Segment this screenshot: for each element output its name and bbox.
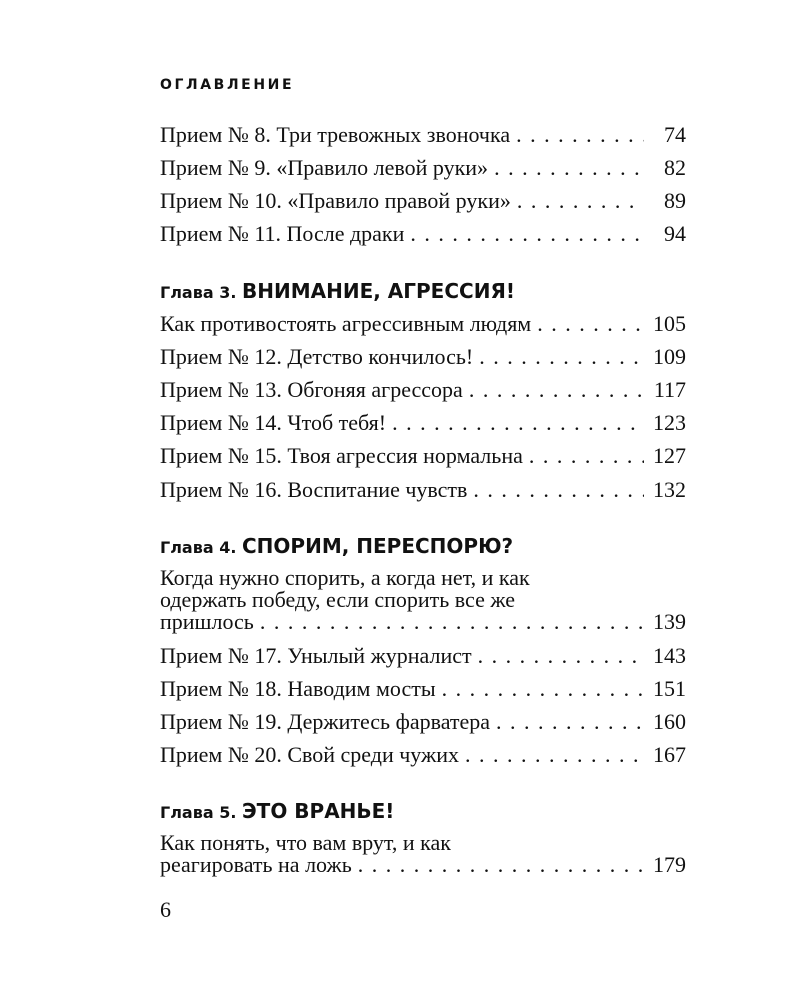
toc-entry-title: реагировать на ложь xyxy=(160,852,352,877)
toc-entry-page: 94 xyxy=(664,221,686,246)
chapter-heading xyxy=(160,279,515,303)
toc-entry-page: 105 xyxy=(653,311,686,336)
toc-entry-title: Прием № 17. Унылый журналист xyxy=(160,643,472,668)
toc-header: ОГЛАВЛЕНИЕ xyxy=(160,77,295,93)
toc-entry-title: Прием № 11. После драки xyxy=(160,221,405,246)
toc-entry-title: Прием № 16. Воспитание чувств xyxy=(160,477,468,502)
leader-dots xyxy=(260,611,644,633)
toc-entry-title-line: Когда нужно спорить, а когда нет, и как xyxy=(160,565,530,590)
toc-entry-title-line: одержать победу, если спорить все же xyxy=(160,587,516,612)
leader-dots xyxy=(392,412,644,434)
toc-entry-page: 127 xyxy=(653,443,686,468)
toc-entry-title: Как противостоять агрессивным людям xyxy=(160,311,532,336)
leader-dots xyxy=(517,190,644,212)
toc-entry-title: Прием № 14. Чтоб тебя! xyxy=(160,410,387,435)
chapter-number: Глава 4. xyxy=(160,538,237,557)
toc-entry-page: 109 xyxy=(653,344,686,369)
chapter-number: Глава 3. xyxy=(160,283,237,302)
toc-entry-title: Прием № 20. Свой среди чужих xyxy=(160,742,459,767)
leader-dots xyxy=(479,346,644,368)
toc-entry-page: 143 xyxy=(653,643,686,668)
toc-entry-title: Прием № 12. Детство кончилось! xyxy=(160,344,474,369)
toc-entry-page: 151 xyxy=(653,676,686,701)
toc-entry-page: 160 xyxy=(653,709,686,734)
leader-dots xyxy=(465,744,644,766)
leader-dots xyxy=(469,379,644,401)
toc-entry-title: Прием № 9. «Правило левой руки» xyxy=(160,155,489,180)
toc-entry-title: Прием № 8. Три тревожных звоночка xyxy=(160,122,511,147)
toc-entry-page: 82 xyxy=(664,155,686,180)
page-number: 6 xyxy=(160,897,171,922)
leader-dots xyxy=(529,445,644,467)
toc-entry-title: Прием № 19. Держитесь фарватера xyxy=(160,709,491,734)
toc-entry xyxy=(160,313,686,335)
toc-entry-page: 139 xyxy=(653,609,686,634)
toc-entry-page: 123 xyxy=(653,410,686,435)
toc-entry-title-line: Как понять, что вам врут, и как xyxy=(160,830,451,855)
toc-entry xyxy=(160,678,686,700)
toc-entry-title: Прием № 13. Обгоняя агрессора xyxy=(160,377,463,402)
chapter-title: СПОРИМ, ПЕРЕСПОРЮ? xyxy=(242,534,514,558)
leader-dots xyxy=(478,645,644,667)
toc-entry xyxy=(160,711,686,733)
chapter-number: Глава 5. xyxy=(160,803,237,822)
toc-entry xyxy=(160,190,686,212)
toc-entry xyxy=(160,223,686,245)
leader-dots xyxy=(473,479,644,501)
leader-dots xyxy=(410,223,644,245)
toc-entry-page: 89 xyxy=(664,188,686,213)
chapter-title: ВНИМАНИЕ, АГРЕССИЯ! xyxy=(242,279,515,303)
toc-entry xyxy=(160,479,686,501)
toc-page xyxy=(160,0,686,1000)
toc-entry-page: 132 xyxy=(653,477,686,502)
chapter-title: ЭТО ВРАНЬЕ! xyxy=(242,799,395,823)
leader-dots xyxy=(494,157,644,179)
leader-dots xyxy=(442,678,644,700)
toc-entry xyxy=(160,445,686,467)
toc-entry xyxy=(160,744,686,766)
chapter-heading xyxy=(160,799,394,823)
toc-entry-title: Прием № 18. Наводим мосты xyxy=(160,676,436,701)
toc-entry-title: Прием № 15. Твоя агрессия нормальна xyxy=(160,443,523,468)
toc-entry-multiline xyxy=(160,567,686,633)
leader-dots xyxy=(516,124,644,146)
leader-dots xyxy=(537,313,644,335)
toc-entry-multiline xyxy=(160,832,686,876)
toc-entry-page: 167 xyxy=(653,742,686,767)
leader-dots xyxy=(358,854,644,876)
chapter-heading xyxy=(160,534,513,558)
toc-entry-page: 74 xyxy=(664,122,686,147)
toc-entry xyxy=(160,645,686,667)
toc-entry xyxy=(160,412,686,434)
toc-entry xyxy=(160,379,686,401)
toc-entry xyxy=(160,124,686,146)
toc-entry-title: пришлось xyxy=(160,609,254,634)
toc-entry xyxy=(160,346,686,368)
leader-dots xyxy=(496,711,644,733)
toc-entry xyxy=(160,157,686,179)
toc-entry-title: Прием № 10. «Правило правой руки» xyxy=(160,188,511,213)
toc-entry-page: 117 xyxy=(653,377,686,402)
toc-entry-page: 179 xyxy=(653,852,686,877)
